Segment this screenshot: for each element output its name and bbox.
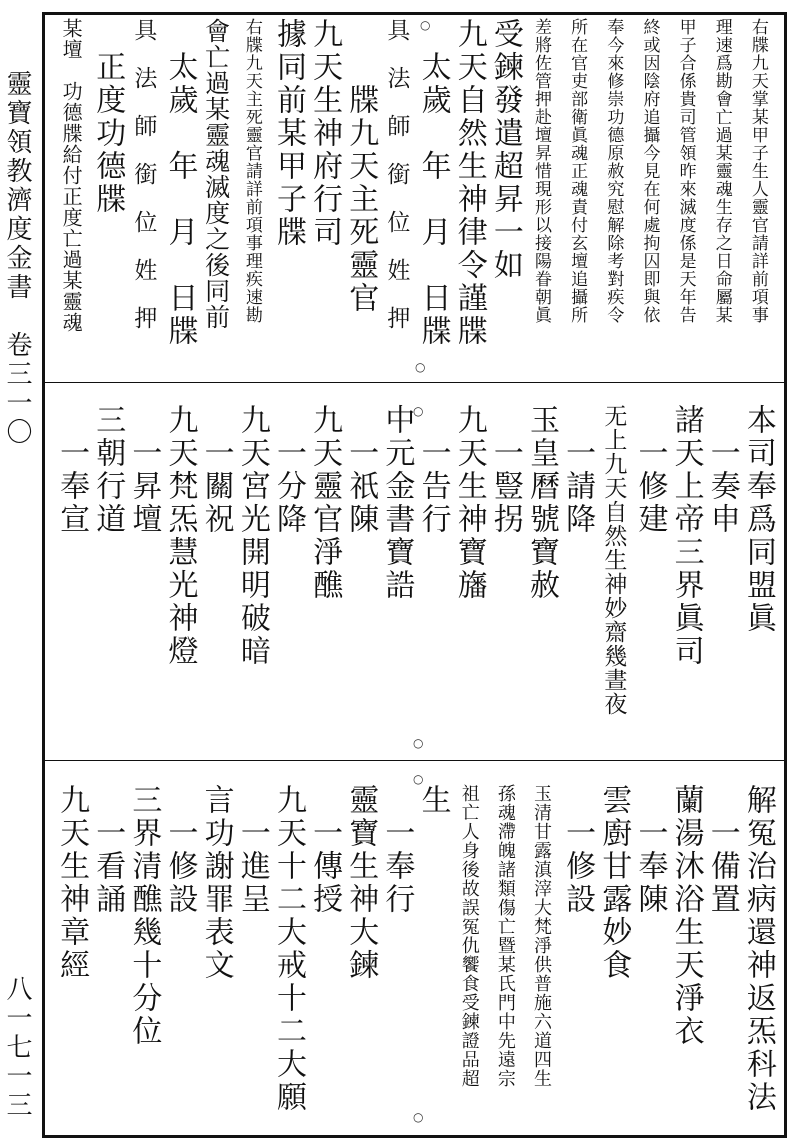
text-column: 一奉宣 [54,437,90,536]
text-column: 蘭湯沐浴生天淨衣 [668,784,704,1048]
text-column: 九天生神府行司 [307,18,343,249]
text-column: 三朝行道 [90,404,126,536]
text-column: 一修設 [162,817,198,916]
text-column: 九天十二大戒十二大願 [270,784,306,1114]
text-column: 生 [415,784,451,817]
text-column: 差將佐管押赴壇昇惜現形以接陽眷朝眞 [531,18,552,324]
text-column: 靈寶生神大鍊 [343,784,379,982]
text-column: 九天靈官淨醮 [307,404,343,602]
text-column: 一奏申 [704,437,740,536]
text-column: 九天梵炁慧光神燈 [162,404,198,668]
text-column: 理速爲勘會亡過某靈魂生存之日命屬某 [711,18,732,324]
bottom-panel [45,784,784,1134]
text-column: 某壇 功德牒給付正度亡過某靈魂 [59,18,84,333]
panel-divider [45,382,784,383]
text-column: 一傳授 [307,817,343,916]
text-column: 一告行 [415,437,451,536]
text-column: 終或因陰府追攝今見在何處拘囚即與依 [639,18,660,324]
text-column: 一請降 [560,437,596,536]
text-column: 祖亡人身後故誤冤仇饗食受鍊證品超 [458,784,480,1088]
text-column: 孫魂滯魄諸類傷亡暨某氏門中先遠宗 [494,784,516,1088]
text-column: 正度功德牒 [90,51,126,216]
text-column: 一奉陳 [632,817,668,916]
text-column: 一修設 [560,817,596,916]
text-column: 一進呈 [234,817,270,916]
text-column: 三界清醮幾十分位 [126,784,162,1048]
circle-mark: ○ [413,404,424,418]
circle-mark: ○ [413,736,424,750]
text-column: 具 法 師 銜 位 姓 押 [383,18,410,330]
text-column: 雲廚甘露妙食 [596,784,632,982]
text-column: 一昇壇 [126,437,162,536]
top-panel [45,18,784,378]
middle-panel [45,404,784,754]
circle-mark: ○ [413,1110,424,1124]
text-column: 受鍊發遣超昇一如 [487,18,523,282]
text-column: 解冤治病還神返炁科法 [740,784,776,1114]
circle-mark: ○ [420,18,431,32]
text-column: 右牒九天主死靈官請詳前項事理疾速勘 [241,18,262,324]
text-column: 一看誦 [90,817,126,916]
text-column: 言功謝罪表文 [198,784,234,982]
text-column: 甲子合係貴司管領昨來滅度係是天年告 [675,18,696,324]
text-column: 九天宮光開明破暗 [234,404,270,668]
text-column: 一修建 [632,437,668,536]
text-column: 玉清甘露滇滓大梵淨供普施六道四生 [531,784,553,1088]
text-column: 會亡過某靈魂滅度之後同前 [201,18,231,330]
panel-divider [45,760,784,761]
text-column: 本司奉爲同盟眞 [740,404,776,635]
text-column: 太歲 年 月 日牒 [415,51,451,348]
text-column: 一祇陳 [343,437,379,536]
text-column: 諸天上帝三界眞司 [668,404,704,668]
text-column: 據同前某甲子牒 [270,18,306,249]
text-column: 右牒九天掌某甲子生人靈官請詳前項事 [747,18,768,324]
circle-mark: ○ [413,772,424,786]
text-column: 一奉行 [379,817,415,916]
text-column: 所在官吏部衛眞魂正魂責付玄壇追攝所 [567,18,588,324]
circle-mark: ○ [415,360,426,374]
text-column: 牒九天主死靈官 [343,84,379,315]
text-column: 玉皇曆號寶赦 [524,404,560,602]
text-column: 具 法 師 銜 位 姓 押 [130,18,157,330]
text-column: 中元金書寶誥 [379,404,415,602]
text-column: 一豎拐 [487,437,523,536]
text-column: 一分降 [270,437,306,536]
text-column: 奉今來修崇功德原赦究慰解除考對疾令 [603,18,624,324]
text-column: 九天生神章經 [54,784,90,982]
text-column: 一關祝 [198,437,234,536]
text-column: 一備置 [704,817,740,916]
text-column: 无上九天自然生神妙齋幾晝夜 [600,404,627,716]
book-title: 靈寶領教濟度金書 卷三一〇 [2,70,32,447]
text-column: 九天生神寶旛 [451,404,487,602]
text-column: 九天自然生神律令謹牒 [451,18,487,348]
text-column: 太歲 年 月 日牒 [162,51,198,348]
page-number: 八一七一三 [2,975,32,1120]
